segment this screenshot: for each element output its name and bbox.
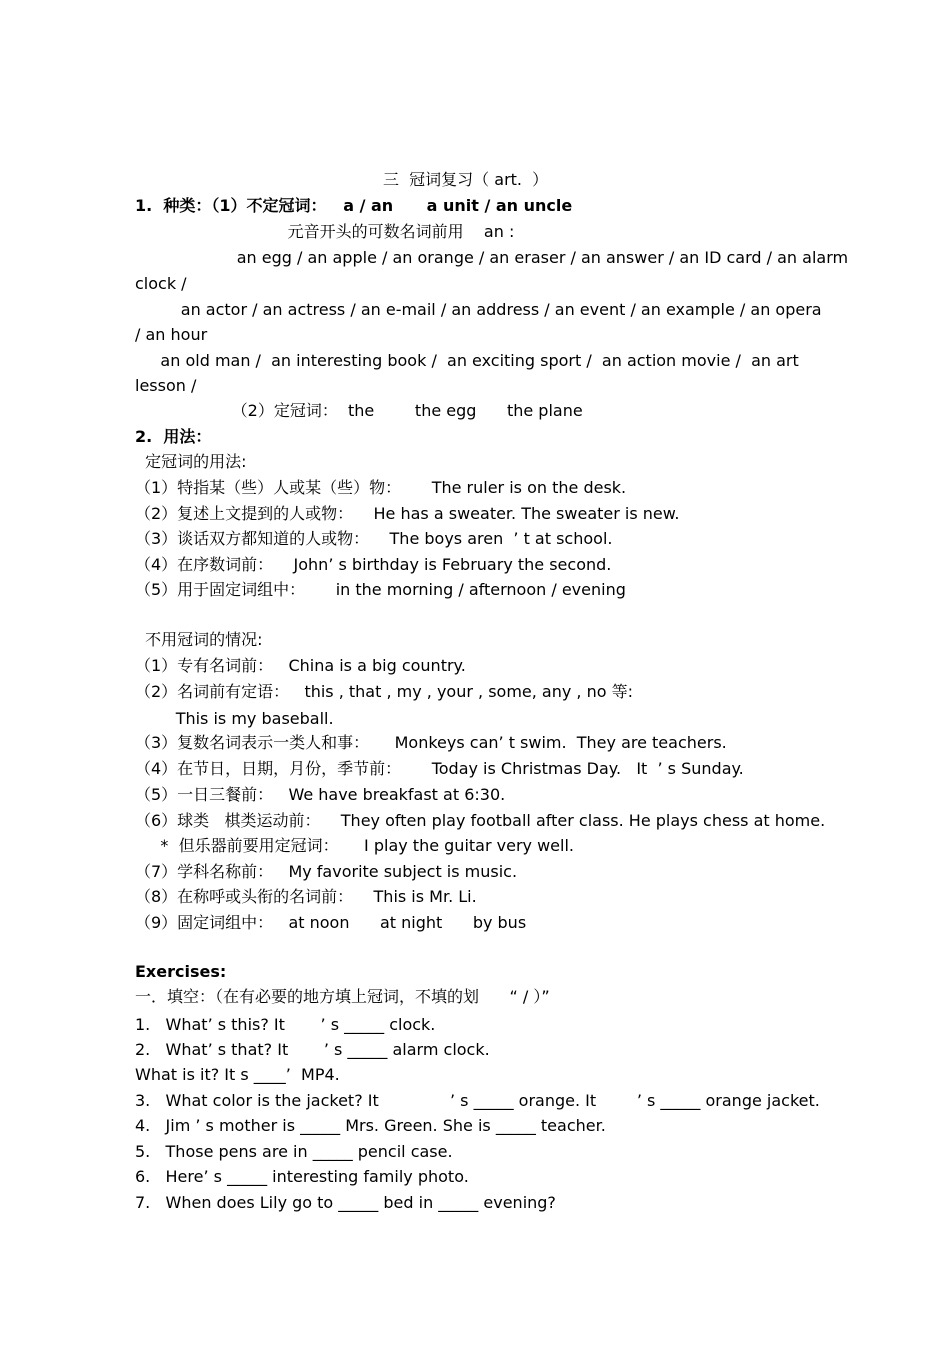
- subheading: 不用冠词的情况:: [135, 630, 263, 649]
- exercise-item: 7. When does Lily go to _____ bed in _____ evening?: [135, 1193, 556, 1212]
- example-line: an old man / an interesting book / an exciting sport / an action movie / an art: [135, 351, 799, 370]
- rule-line: （4）在节日，日期，月份，季节前： Today is Christmas Day. It ’ s Sunday.: [135, 759, 744, 778]
- section-1-types: 1. 种类：（1）不定冠词： a / an a unit / an uncle: [135, 196, 573, 215]
- example-line: / an hour: [135, 325, 208, 344]
- subheading: 定冠词的用法:: [135, 452, 247, 471]
- example-line: an actor / an actress / an e-mail / an address / an event / an example / an opera: [135, 300, 822, 319]
- vowel-rule-line: 元音开头的可数名词前用 an :: [135, 222, 515, 241]
- rule-line: （3）复数名词表示一类人和事： Monkeys can’ t swim. They are teachers.: [135, 733, 727, 752]
- rule-line: （4）在序数词前： John’ s birthday is February the second.: [135, 555, 612, 574]
- definite-article-line: （2）定冠词： the the egg the plane: [135, 401, 583, 420]
- exercise-item: 3. What color is the jacket? It ’ s _____ orange. It ’ s _____ orange jacket.: [135, 1091, 820, 1110]
- rule-line: （2）复述上文提到的人或物： He has a sweater. The sweater is new.: [135, 504, 680, 523]
- exercises-heading: Exercises:: [135, 962, 227, 981]
- exercise-item: 2. What’ s that? It ’ s _____ alarm clock.: [135, 1040, 490, 1059]
- exercise-item: 4. Jim ’ s mother is _____ Mrs. Green. She is _____ teacher.: [135, 1116, 606, 1135]
- rule-line: （9）固定词组中： at noon at night by bus: [135, 913, 527, 932]
- exercise-instruction: 一．填空：（在有必要的地方填上冠词，不填的划 “ / ）”: [135, 987, 550, 1006]
- rule-line: （5）一日三餐前： We have breakfast at 6:30.: [135, 785, 506, 804]
- note-line: * 但乐器前要用定冠词： I play the guitar very well.: [135, 836, 574, 855]
- exercise-item: 5. Those pens are in _____ pencil case.: [135, 1142, 453, 1161]
- rule-line: （3）谈话双方都知道的人或物： The boys aren ’ t at school.: [135, 529, 613, 548]
- section-2-usage: 2. 用法：: [135, 427, 212, 446]
- rule-line: （5）用于固定词组中： in the morning / afternoon / evening: [135, 580, 626, 599]
- rule-line: （1）特指某（些）人或某（些）物： The ruler is on the desk.: [135, 478, 627, 497]
- rule-line: （7）学科名称前： My favorite subject is music.: [135, 862, 518, 881]
- example-line: clock /: [135, 274, 187, 293]
- example-line: This is my baseball.: [135, 709, 334, 728]
- rule-line: （1）专有名词前： China is a big country.: [135, 656, 466, 675]
- exercise-item: 1. What’ s this? It ’ s _____ clock.: [135, 1015, 436, 1034]
- page-title: 三 冠词复习（ art. ）: [383, 170, 549, 189]
- rule-line: （8）在称呼或头衔的名词前： This is Mr. Li.: [135, 887, 477, 906]
- rule-line: （6）球类 棋类运动前： They often play football after class. He plays chess at home.: [135, 811, 826, 830]
- example-line: an egg / an apple / an orange / an eraser / an answer / an ID card / an alarm: [135, 248, 849, 267]
- rule-line: （2）名词前有定语： this , that , my , your , some, any , no 等:: [135, 682, 633, 701]
- exercise-item: 6. Here’ s _____ interesting family photo.: [135, 1167, 469, 1186]
- example-line: lesson /: [135, 376, 197, 395]
- exercise-item: What is it? It s ____’ MP4.: [135, 1065, 340, 1084]
